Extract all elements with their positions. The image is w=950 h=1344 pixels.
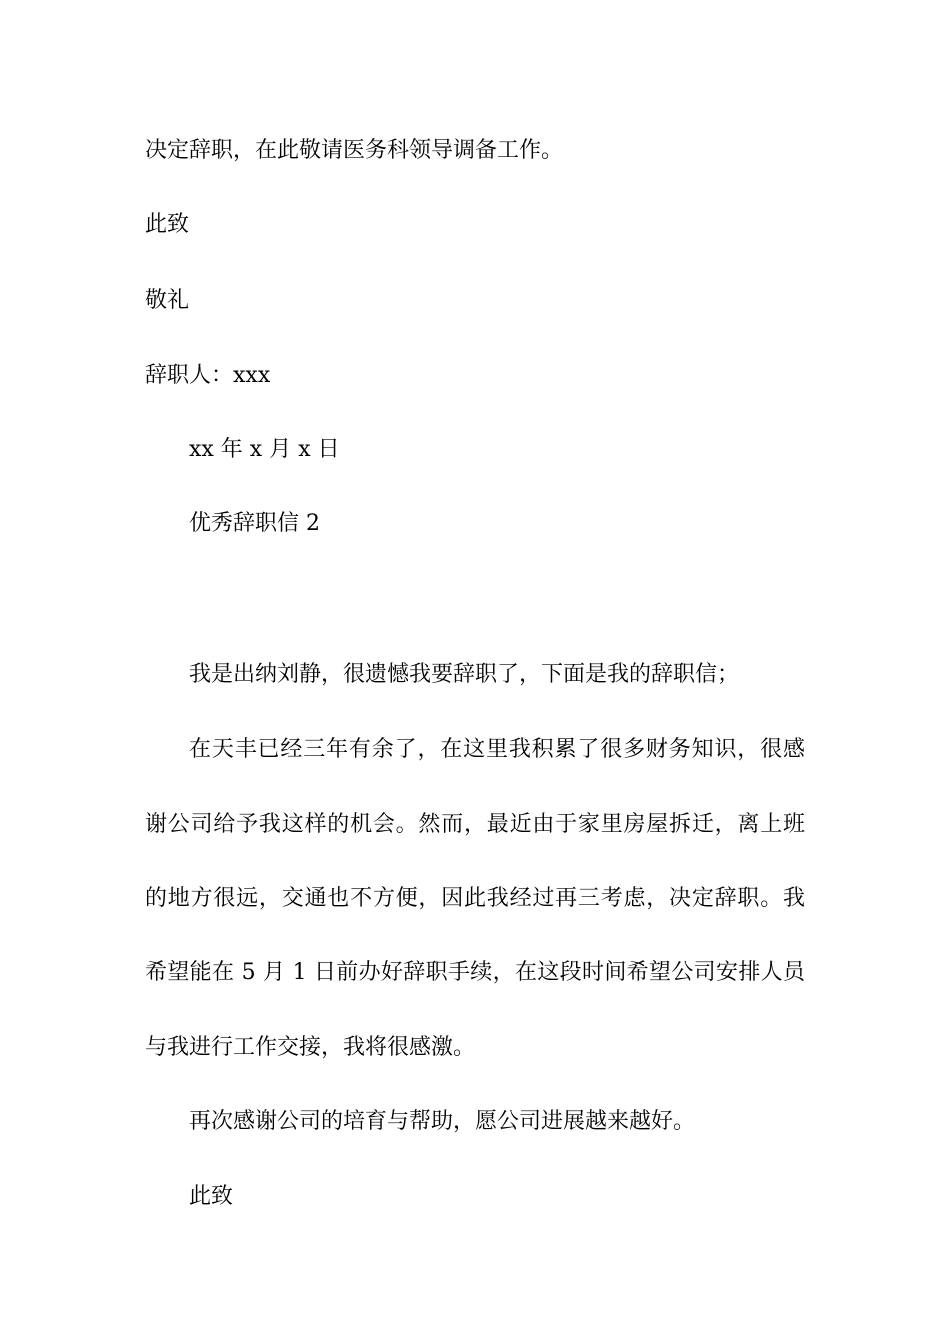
letter1-date: xx 年 x 月 x 日 — [189, 437, 340, 462]
letter1-salutation-2: 敬礼 — [145, 288, 190, 313]
letter2-para2: 再次感谢公司的培育与帮助，愿公司进展越来越好。 — [189, 1109, 696, 1134]
letter1-salutation-1: 此致 — [145, 212, 190, 237]
letter1-signature: 辞职人：xxx — [145, 363, 271, 388]
letter2-para1-line-3: 的地方很远，交通也不方便，因此我经过再三考虑，决定辞职。我 — [145, 886, 805, 911]
letter2-title: 优秀辞职信 2 — [189, 511, 320, 536]
letter2-intro: 我是出纳刘静，很遗憾我要辞职了，下面是我的辞职信； — [189, 662, 740, 687]
letter1-closing-line: 决定辞职，在此敬请医务科领导调备工作。 — [145, 138, 564, 163]
letter2-salutation-1: 此致 — [189, 1184, 234, 1209]
letter2-para1-line-1: 在天丰已经三年有余了，在这里我积累了很多财务知识，很感 — [189, 737, 805, 762]
letter2-para1-line-5: 与我进行工作交接，我将很感激。 — [145, 1035, 476, 1060]
letter2-para1-line-2: 谢公司给予我这样的机会。然而，最近由于家里房屋拆迁，离上班 — [145, 812, 805, 837]
letter2-para1-line-4: 希望能在 5 月 1 日前办好辞职手续，在这段时间希望公司安排人员 — [145, 960, 805, 985]
